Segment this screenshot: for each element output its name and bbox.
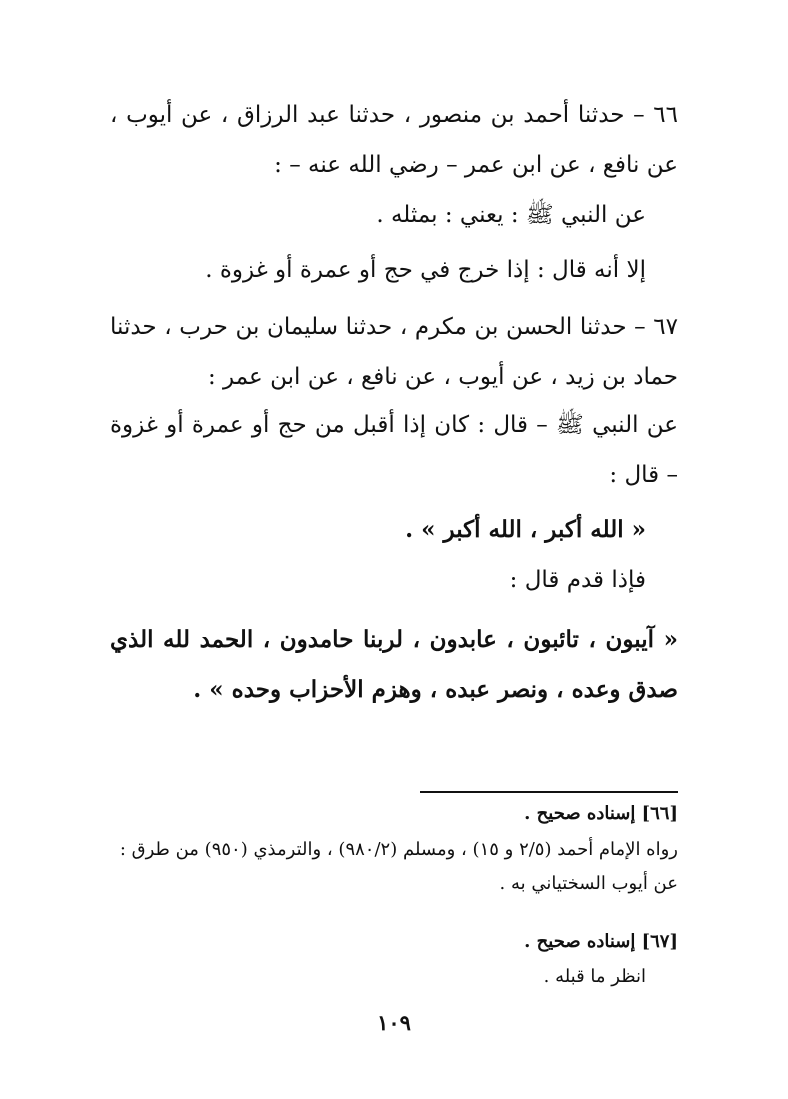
hadith-67-arrival: فإذا قدم قال : (509, 567, 646, 593)
hadith-66-matn: عن النبي ﷺ : يعني : بمثله . (376, 202, 646, 228)
hadith-67-dua: « آيبون ، تائبون ، عابدون ، لربنا حامدون ، الحمد لله الذي صدق وعده ، ونصر عبده ، وهزم الأحزاب وحده » . (110, 626, 678, 703)
hadith-67-matn: عن النبي ﷺ – قال : كان إذا أقبل من حج أو عمرة أو غزوة – قال : (110, 412, 678, 488)
footnote-67-body: انظر ما قبله . (543, 966, 646, 987)
hadith-66-addition: إلا أنه قال : إذا خرج في حج أو عمرة أو غزوة . (205, 257, 646, 283)
hadith-67-isnad: ٦٧ – حدثنا الحسن بن مكرم ، حدثنا سليمان بن حرب ، حدثنا حماد بن زيد ، عن أيوب ، عن نافع ، عن ابن عمر : (110, 314, 678, 390)
page-number: ١٠٩ (377, 1010, 411, 1035)
footnote-divider (420, 791, 678, 793)
hadith-67-takbir: « الله أكبر ، الله أكبر » . (405, 516, 646, 543)
footnote-66-heading: [٦٦] إسناده صحيح . (524, 803, 678, 824)
footnote-67-heading: [٦٧] إسناده صحيح . (524, 931, 678, 952)
hadith-66-isnad: ٦٦ – حدثنا أحمد بن منصور ، حدثنا عبد الرزاق ، عن أيوب ، عن نافع ، عن ابن عمر – رضي الله عنه – : (110, 102, 678, 178)
footnote-66-body: رواه الإمام أحمد (٢/٥ و ١٥) ، ومسلم (٩٨٠/٢) ، والترمذي (٩٥٠) من طرق : عن أيوب السختياني به . (119, 839, 678, 894)
